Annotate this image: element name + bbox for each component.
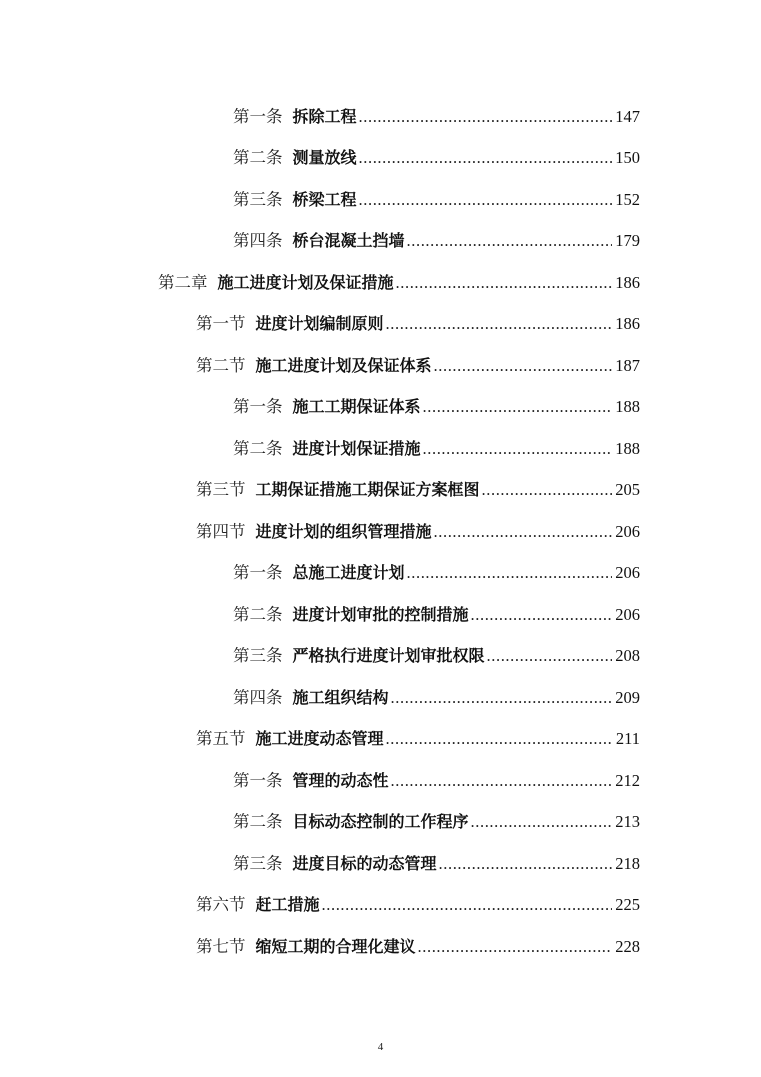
toc-entry-page: 211 [615,729,640,749]
toc-entry-number: 第二条 [233,148,283,168]
toc-entry-title: 工期保证措施工期保证方案框图 [255,480,480,500]
toc-entry-page: 206 [615,563,640,583]
toc-entry-number: 第四条 [233,687,283,707]
dot-leader [471,812,613,832]
toc-entry-title: 目标动态控制的工作程序 [292,812,469,832]
toc-section-entry[interactable] [0,511,761,553]
toc-section-entry[interactable] [0,885,761,927]
toc-entry-page: 209 [615,687,640,707]
toc-entry-page: 147 [615,106,640,126]
toc-entry-title: 总施工进度计划 [292,563,405,583]
dot-leader [359,107,613,127]
toc-entry-page: 186 [615,314,640,334]
dot-leader [396,273,613,293]
toc-entry-title: 赶工措施 [255,895,320,915]
toc-entry-number: 第二节 [196,355,246,375]
toc-section-entry[interactable] [0,345,761,387]
dot-leader [423,397,613,417]
dot-leader [434,522,613,542]
toc-entry[interactable] [0,843,761,885]
toc-section-entry[interactable] [0,926,761,968]
toc-entry-number: 第五节 [196,729,246,749]
dot-leader [386,314,613,334]
toc-entry-number: 第二条 [233,438,283,458]
toc-entry[interactable] [0,802,761,844]
toc-entry-number: 第二章 [158,272,208,292]
toc-entry-number: 第三条 [233,646,283,666]
toc-entry[interactable] [0,96,761,138]
toc-entry[interactable] [0,179,761,221]
dot-leader [359,190,613,210]
toc-section-entry[interactable] [0,719,761,761]
toc-entry-number: 第三条 [233,853,283,873]
page-number: 4 [377,1041,384,1053]
dot-leader [391,771,613,791]
toc-entry-title: 施工进度动态管理 [255,729,384,749]
toc-entry-title: 桥梁工程 [292,189,357,209]
toc-entry-title: 进度计划保证措施 [292,438,421,458]
toc-entry-number: 第二条 [233,812,283,832]
dot-leader [418,937,613,957]
toc-entry-page: 206 [615,604,640,624]
dot-leader [407,231,613,251]
table-of-contents [0,96,761,968]
toc-entry-page: 228 [615,936,640,956]
toc-entry[interactable] [0,760,761,802]
toc-entry[interactable] [0,428,761,470]
dot-leader [423,439,613,459]
toc-entry-number: 第四节 [196,521,246,541]
toc-entry-number: 第四条 [233,231,283,251]
toc-entry-title: 进度目标的动态管理 [292,853,437,873]
dot-leader [471,605,613,625]
toc-entry-number: 第一条 [233,397,283,417]
dot-leader [322,895,613,915]
toc-entry-title: 拆除工程 [292,106,357,126]
toc-entry[interactable] [0,138,761,180]
toc-entry-title: 施工进度计划及保证体系 [255,355,432,375]
toc-entry-number: 第三节 [196,480,246,500]
toc-entry-number: 第一条 [233,770,283,790]
toc-entry-title: 进度计划审批的控制措施 [292,604,469,624]
toc-entry-page: 225 [615,895,640,915]
toc-entry-number: 第一条 [233,106,283,126]
toc-entry-page: 206 [615,521,640,541]
toc-entry-title: 施工进度计划及保证措施 [217,272,394,292]
toc-entry-page: 205 [615,480,640,500]
toc-entry-title: 严格执行进度计划审批权限 [292,646,485,666]
toc-section-entry[interactable] [0,470,761,512]
toc-entry[interactable] [0,553,761,595]
toc-entry-number: 第二条 [233,604,283,624]
toc-entry-title: 进度计划的组织管理措施 [255,521,432,541]
toc-entry-number: 第一节 [196,314,246,334]
toc-entry[interactable] [0,594,761,636]
dot-leader [482,480,613,500]
toc-entry-number: 第六节 [196,895,246,915]
toc-entry-page: 212 [615,770,640,790]
toc-entry-page: 186 [615,272,640,292]
toc-entry-page: 152 [615,189,640,209]
toc-entry-title: 施工工期保证体系 [292,397,421,417]
dot-leader [439,854,613,874]
toc-entry-page: 208 [615,646,640,666]
toc-entry-page: 179 [615,231,640,251]
dot-leader [407,563,613,583]
dot-leader [434,356,613,376]
toc-entry-number: 第三条 [233,189,283,209]
toc-entry-page: 150 [615,148,640,168]
toc-entry[interactable] [0,636,761,678]
dot-leader [487,646,613,666]
toc-entry-title: 施工组织结构 [292,687,389,707]
toc-entry-page: 188 [615,438,640,458]
toc-entry-number: 第一条 [233,563,283,583]
toc-entry[interactable] [0,677,761,719]
dot-leader [386,729,613,749]
toc-entry-page: 187 [615,355,640,375]
toc-entry-page: 213 [615,812,640,832]
toc-entry-page: 218 [615,853,640,873]
toc-entry-title: 桥台混凝土挡墙 [292,231,405,251]
toc-entry-page: 188 [615,397,640,417]
toc-entry-title: 进度计划编制原则 [255,314,384,334]
toc-entry[interactable] [0,221,761,263]
toc-entry-title: 缩短工期的合理化建议 [255,936,416,956]
dot-leader [391,688,613,708]
toc-section-entry[interactable] [0,304,761,346]
toc-chapter-entry[interactable] [0,262,761,304]
toc-entry-title: 测量放线 [292,148,357,168]
toc-entry-title: 管理的动态性 [292,770,389,790]
dot-leader [359,148,613,168]
toc-entry-number: 第七节 [196,936,246,956]
toc-entry[interactable] [0,387,761,429]
